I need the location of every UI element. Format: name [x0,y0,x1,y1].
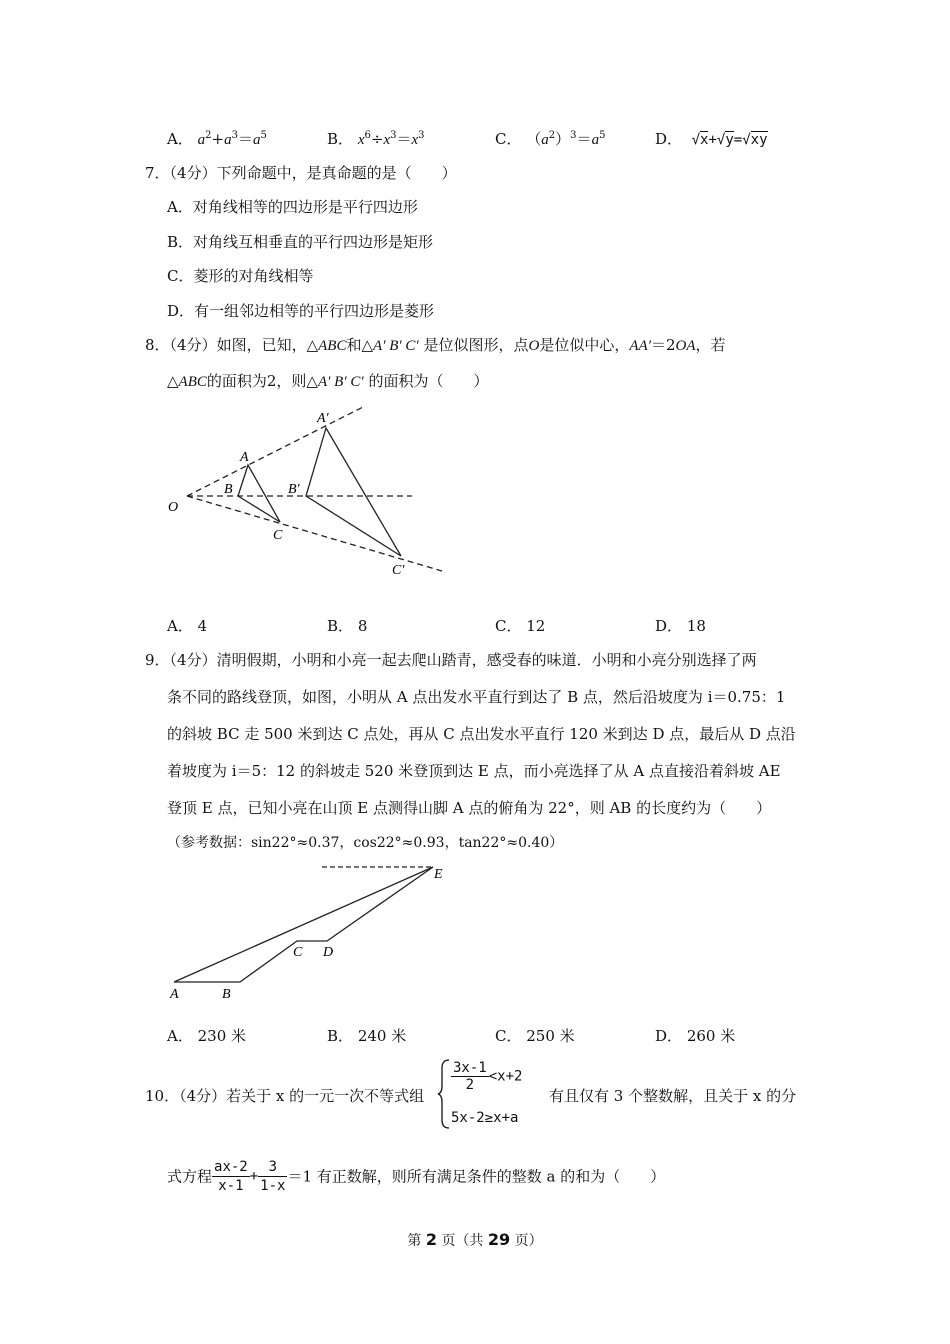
label-c: C [273,528,283,543]
label-o: O [168,500,179,515]
label-c: C [293,945,303,960]
label-c-prime: C′ [392,563,405,578]
q6-option-a: A． $a^2+a^3=a^5$ [167,130,267,148]
system-brace [437,1058,451,1130]
q6-option-c: C． $(a^2)^3=a^5$ [495,130,606,148]
q9-stem-line5: 登顶 E 点，已知小亮在山顶 E 点测得山脚 A 点的俯角为 22°，则 AB 的长度约为（ ） [167,799,772,817]
sqrt-xy: √xy [742,132,768,148]
q8-option-d: D． 18 [655,617,706,635]
q10-stem-post: 有且仅有 3 个整数解，且关于 x 的分 [549,1087,797,1105]
fraction-3x-1-over-2: $\frac{3x-1}{2}$ [453,1060,487,1093]
q10-stem-line2: 式方程 $\frac{ax-2}{x-1}$ + $\frac{3}{1-x}$ ＝1 有正数解，则所有满足条件的整数 a 的和为（ ） [167,1159,666,1194]
q8-option-c: C． 12 [495,617,546,635]
q8-stem-line2: △ABC的面积为2，则△A′ B′ C′ 的面积为（ ） [167,372,489,390]
q6-option-b: B． $x^6\div x^3=x^3$ [327,130,425,148]
inequality-1: $\frac{3x-1}{2}$ <x+2 [453,1060,523,1093]
q9-option-b: B． 240 米 [327,1027,407,1045]
q9-stem-line2: 条不同的路线登顶，如图，小明从 A 点出发水平直行到达了 B 点，然后沿坡度为 i＝0.75：1 [167,688,786,706]
label-a-prime: A′ [317,411,329,426]
q9-slope-figure [160,860,460,1005]
label-a: A [170,987,179,1002]
q8-option-a: A． 4 [167,617,208,635]
sqrt-y: √y [716,132,734,148]
label-a: A [240,450,249,465]
label-b-prime: B′ [288,482,300,497]
fraction-ax-2-over-x-1: $\frac{ax-2}{x-1}$ [214,1159,248,1194]
q9-option-d: D． 260 米 [655,1027,736,1045]
page-footer: 第 2 页（共 29 页） [407,1230,543,1249]
label-e: E [434,867,443,882]
q7-option-c: C．菱形的对角线相等 [167,267,314,285]
q9-stem-line4: 着坡度为 i＝5：12 的斜坡走 520 米登顶到达 E 点，而小亮选择了从 A 点直接沿着斜坡 AE [167,762,781,780]
q9-option-c: C． 250 米 [495,1027,575,1045]
q7-option-d: D．有一组邻边相等的平行四边形是菱形 [167,302,435,320]
slope-ae [174,867,433,982]
q9-option-a: A． 230 米 [167,1027,247,1045]
q9-reference-data: （参考数据：sin22°≈0.37，cos22°≈0.93，tan22°≈0.40） [167,835,564,851]
label-d: D [323,945,334,960]
triangle-abc [238,465,280,522]
ray-oa [187,406,365,496]
q10-stem-pre: 10．（4分）若关于 x 的一元一次不等式组 [145,1087,425,1105]
q8-stem-line1: 8．（4分）如图，已知，△ABC和△A′ B′ C′ 是位似图形，点O是位似中心，AA′＝2OA，若 [145,336,726,354]
q8-option-b: B． 8 [327,617,368,635]
label-b: B [224,482,233,497]
q6-option-d: D． √x+√y=√xy [655,130,768,148]
q9-stem-line3: 的斜坡 BC 走 500 米到达 C 点处，再从 C 点出发水平直行 120 米到达 D 点，最后从 D 点沿 [167,725,796,743]
fraction-3-over-1-x: $\frac{3}{1-x}$ [260,1159,286,1194]
ray-oc [187,496,442,571]
q7-option-a: A．对角线相等的四边形是平行四边形 [167,198,418,216]
triangle-a-prime-b-prime-c-prime [306,428,401,556]
inequality-2: 5x-2≥x+a [451,1110,519,1126]
sqrt-x: √x [691,132,709,148]
q7-option-b: B．对角线互相垂直的平行四边形是矩形 [167,233,434,251]
label-b: B [222,987,231,1002]
q9-stem-line1: 9．（4分）清明假期，小明和小亮一起去爬山踏青，感受春的味道．小明和小亮分别选择了两 [145,651,757,669]
q8-homothety-figure [160,400,460,585]
q7-stem: 7．（4分）下列命题中，是真命题的是（ ） [145,164,457,182]
